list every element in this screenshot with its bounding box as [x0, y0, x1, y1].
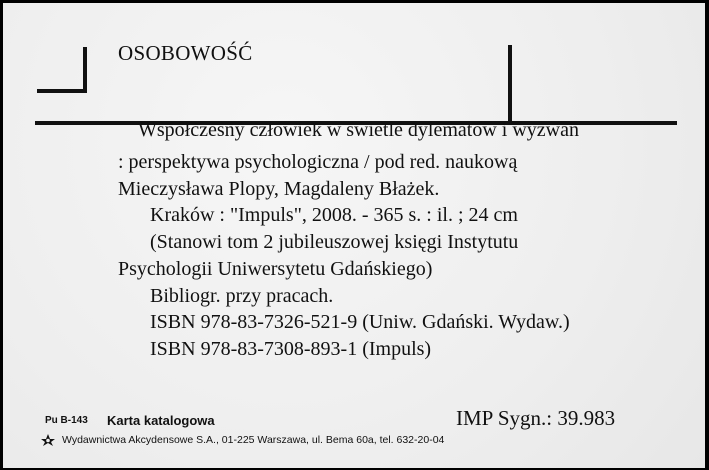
bibliography-note: Bibliogr. przy pracach. — [150, 285, 334, 307]
call-number: IMP Sygn.: 39.983 — [456, 406, 616, 430]
title-line: Współczesny człowiek w świetle dylematów i wyzwań — [138, 119, 579, 141]
form-label: Karta katalogowa — [107, 413, 215, 428]
catalog-card — [3, 3, 705, 468]
form-code: Pu B-143 — [45, 415, 88, 426]
subtitle-line: : perspektywa psychologiczna / pod red. naukową — [118, 151, 518, 173]
corner-mark-vertical — [83, 47, 87, 93]
publisher-logo-icon — [40, 433, 56, 447]
vertical-rule — [508, 45, 512, 125]
series-note-line-1: (Stanowi tom 2 jubileuszowej księgi Instytutu — [150, 231, 519, 253]
publisher-info: Wydawnictwa Akcydensowe S.A., 01-225 Warszawa, ul. Bema 60a, tel. 632-20-04 — [62, 434, 445, 446]
isbn-line-1: ISBN 978-83-7326-521-9 (Uniw. Gdański. Wydaw.) — [150, 311, 570, 333]
subject-heading: OSOBOWOŚĆ — [118, 41, 253, 65]
editors-line: Mieczysława Plopy, Magdaleny Błażek. — [118, 178, 440, 200]
isbn-line-2: ISBN 978-83-7308-893-1 (Impuls) — [150, 338, 432, 360]
corner-mark-horizontal — [37, 89, 87, 93]
imprint-line: Kraków : "Impuls", 2008. - 365 s. : il. ; 24 cm — [150, 204, 518, 226]
series-note-line-2: Psychologii Uniwersytetu Gdańskiego) — [118, 258, 433, 280]
